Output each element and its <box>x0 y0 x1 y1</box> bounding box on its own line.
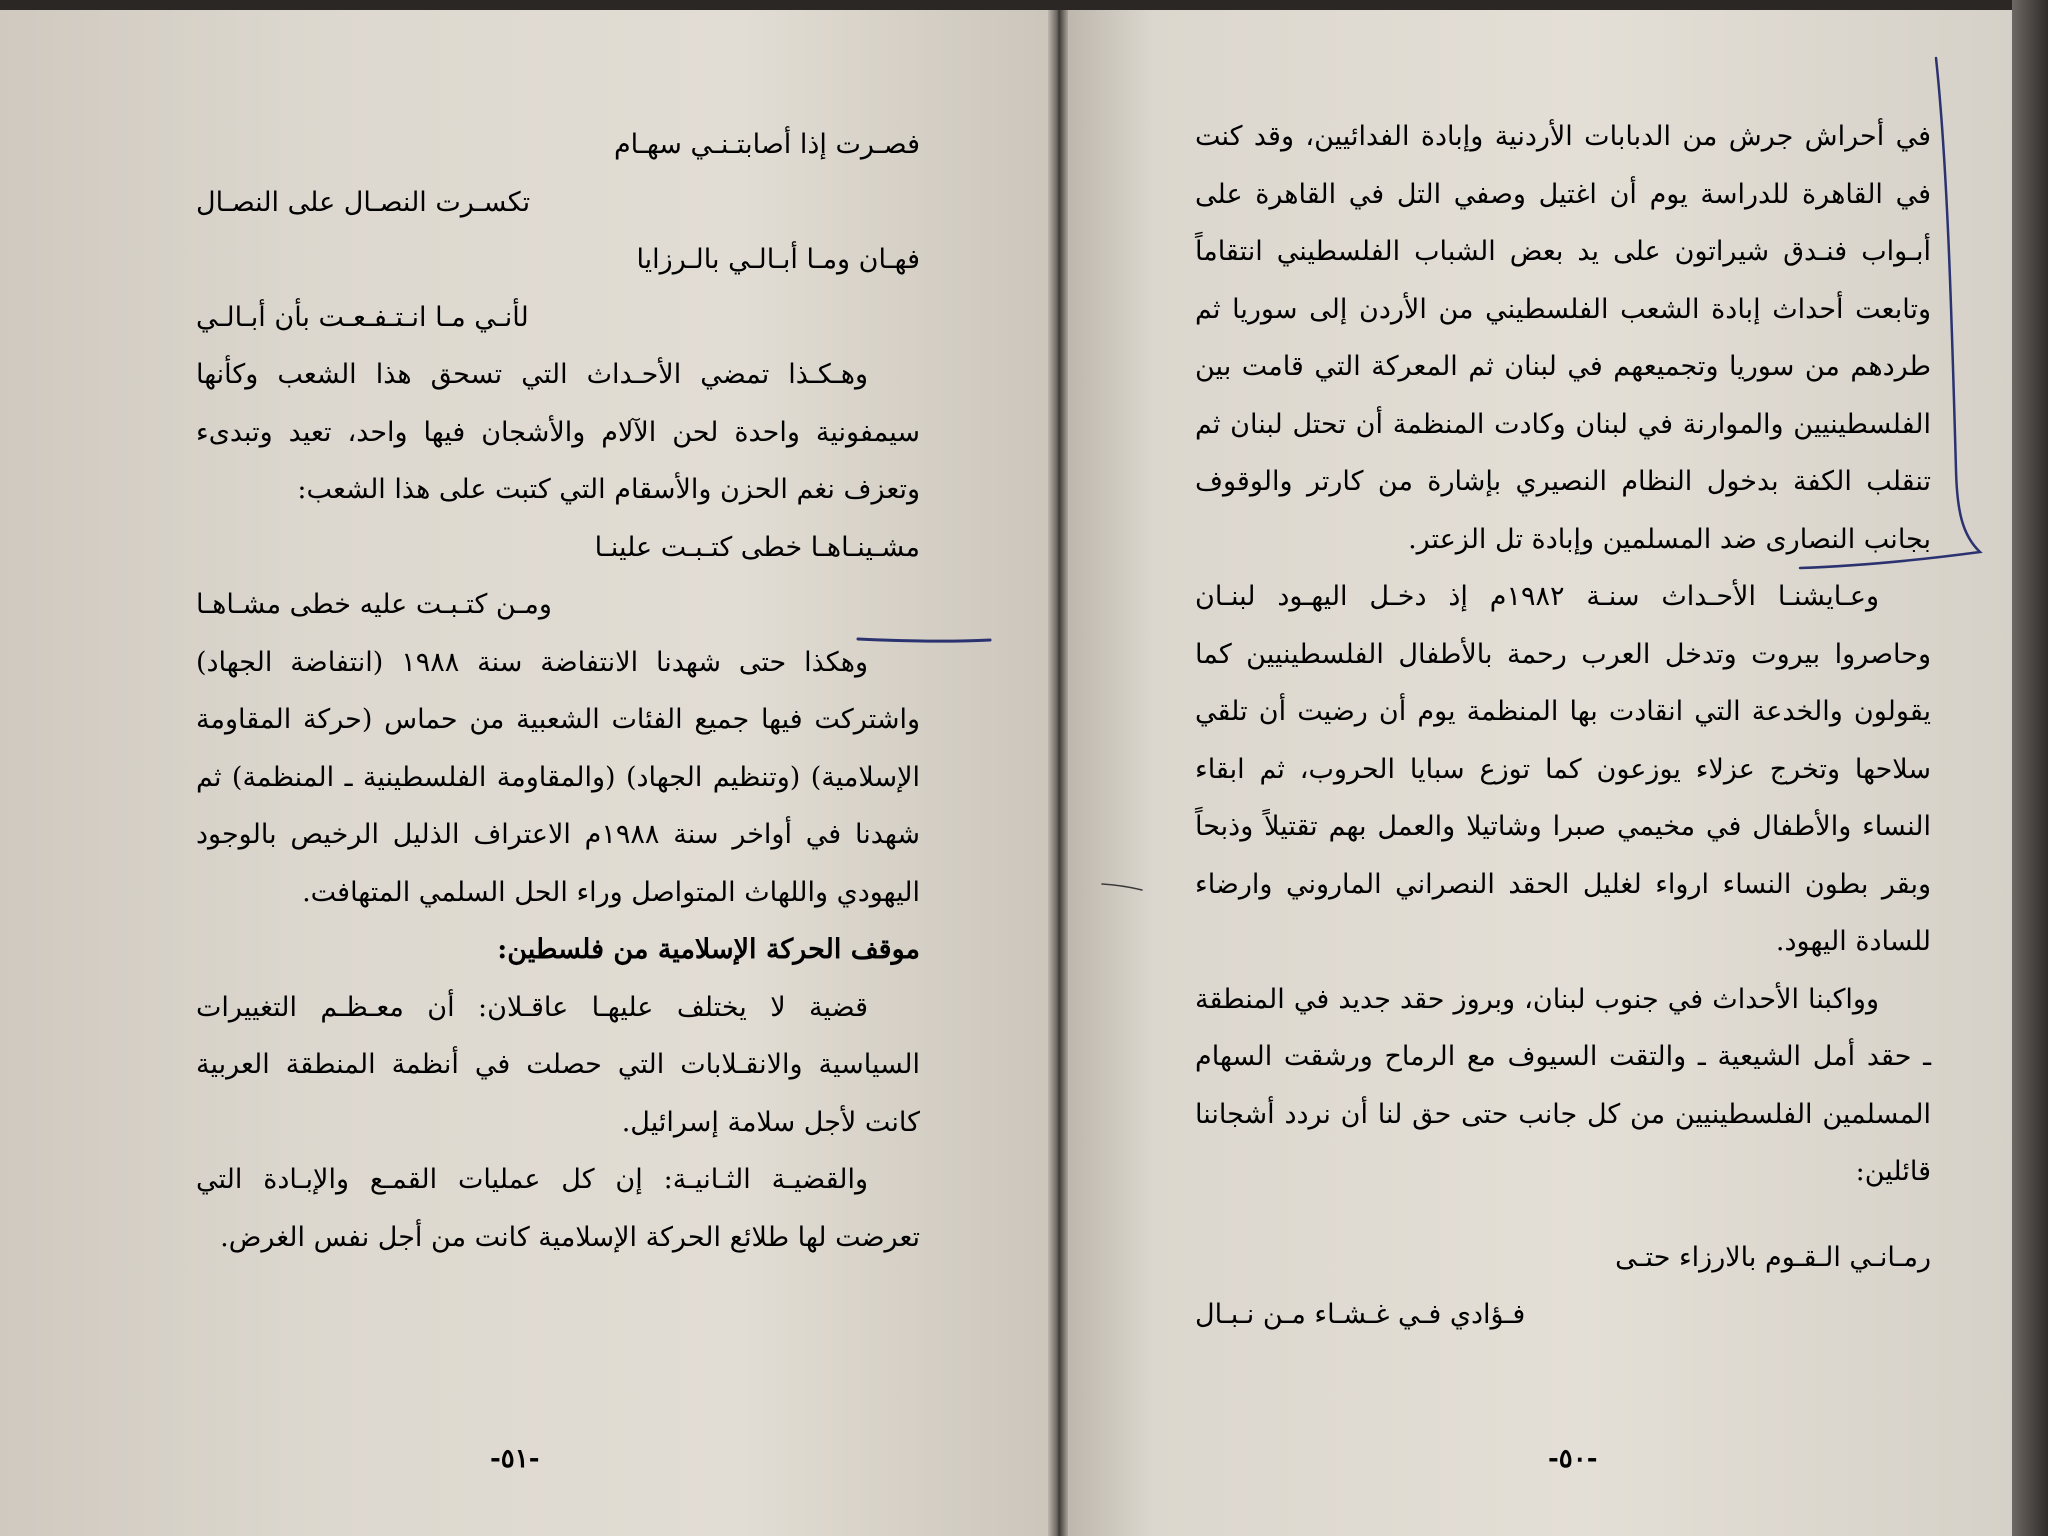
book-spine-gutter <box>1048 10 1068 1536</box>
verse-line: ومـن كتـبـت عليه خطى مشـاهـا <box>196 589 552 620</box>
page-number-right: -٥٠- <box>1548 1444 1598 1474</box>
verse-line: تكسـرت النصـال على النصـال <box>196 186 531 218</box>
paragraph: والقضيـة الثـانيـة: إن كل عمليات القمـع والإبـادة التي تعرضت لها طلائع الحركة الإسلامية كانت من أجل نفس الغرض. <box>196 1164 920 1253</box>
verse-line: رمـانـي الـقـوم بالارزاء حتـى <box>1615 1241 1931 1273</box>
page-number-left: -٥١- <box>490 1444 540 1474</box>
paragraph: قضية لا يختلف عليهـا عاقـلان: أن معـظـم التغييرات السياسية والانقـلابات التي حصلت في أنظمة المنطقة العربية كانت لأجل سلامة إسرائيل. <box>196 991 920 1138</box>
book-edge-shadow <box>2012 0 2048 1536</box>
paragraph: وواكبنا الأحداث في جنوب لبنان، وبروز حقد جديد في المنطقة ـ حقد أمل الشيعية ـ والتقت السيوف مع الرماح ورشقت السهام المسلمين الفلسطينيين من كل جانب حتى حق لنا أن نردد أشجاننا قائلين: <box>1195 983 1931 1187</box>
verse-line: فصـرت إذا أصابتـنـي سهـام <box>613 129 920 160</box>
paragraph: وهـكـذا تمضي الأحـداث التي تسحق هذا الشعب وكأنها سيمفونية واحدة لحن الآلام والأشجان فيها واحد، تعيد وتبدىء وتعزف نغم الحزن والأسقام التي كتبت على هذا الشعب: <box>196 359 920 505</box>
paragraph: وعـايشنـا الأحـداث سنـة ١٩٨٢م إذ دخـل اليهـود لبنـان وحاصروا بيروت وتدخل العرب رحمة بالأطفال الفلسطينيين كما يقولون والخدعة التي انقادت بها المنظمة يوم أن رضيت أن تلقي سلاحها وتخرج عزلاء يوزعون كما توزع سبايا الحروب، ثم ابقاء النساء والأطفال في مخيمي صبرا وشاتيلا والعمل بهم تقتيلاً وذبحاً وبقر بطون النساء ارواء لغليل الحقد النصراني الماروني وارضاء للسادة اليهود. <box>1195 581 1931 957</box>
paragraph: وهكذا حتى شهدنا الانتفاضة سنة ١٩٨٨ (انتفاضة الجهاد) واشتركت فيها جميع الفئات الشعبية من حماس (حركة المقاومة الإسلامية) (وتنظيم الجهاد) (والمقاومة الفلسطينية ـ المنظمة) ثم شهدنا في أواخر سنة ١٩٨٨م الاعتراف الذليل الرخيص بالوجود اليهودي واللهاث المتواصل وراء الحل السلمي المتهافت. <box>196 646 920 908</box>
left-page-text <box>196 116 920 1266</box>
verse-line: مشـينـاهـا خطى كتـبـت علينـا <box>594 531 920 563</box>
verse-line: فهـان ومـا أبـالـي بالـرزايا <box>636 244 920 275</box>
right-page-text <box>1195 108 1931 1344</box>
section-heading: موقف الحركة الإسلامية من فلسطين: <box>497 934 920 965</box>
verse-line: فـؤادي فـي غـشـاء مـن نـبـال <box>1195 1299 1526 1330</box>
verse-line: لأنـي مـا انـتـفـعـت بأن أبـالـي <box>196 301 529 333</box>
paragraph: في أحراش جرش من الدبابات الأردنية وإبادة الفدائيين، وقد كنت في القاهرة للدراسة يوم أن اغتيل وصفي التل في القاهرة على أبـواب فنـدق شيراتون على يد بعض الشباب الفلسطيني انتقاماً وتابعت أحداث إبادة الشعب الفلسطيني من الأردن إلى سوريا ثم طردهم من سوريا وتجميعهم في لبنان ثم المعركة التي قامت بين الفلسطينيين والموارنة في لبنان وكادت المنظمة أن تحتل لبنان ثم تنقلب الكفة بدخول النظام النصيري بإشارة من كارتر والوقوف بجانب النصارى ضد المسلمين وإبادة تل الزعتر. <box>1195 121 1931 555</box>
